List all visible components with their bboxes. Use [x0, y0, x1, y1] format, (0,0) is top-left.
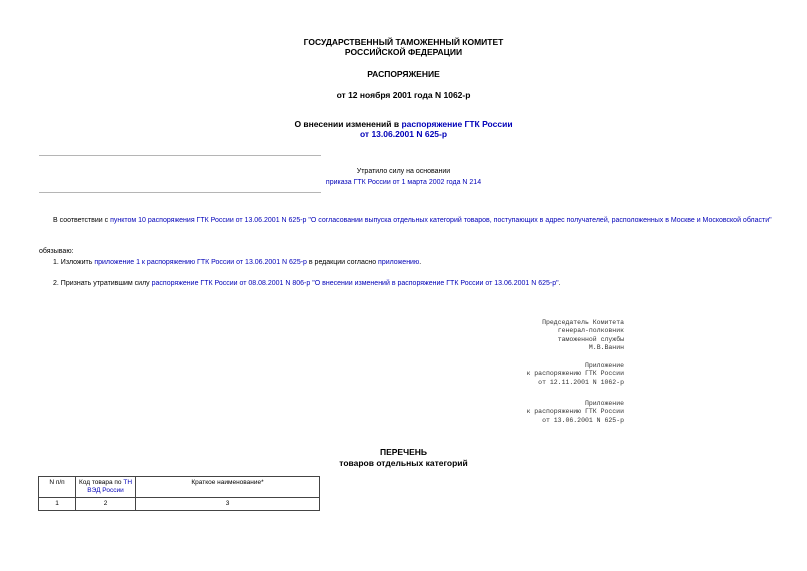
- issuer-line-1: ГОСУДАРСТВЕННЫЙ ТАМОЖЕННЫЙ КОМИТЕТ: [303, 37, 504, 47]
- appendix-1-line-1: Приложение: [584, 362, 624, 369]
- signature-line-3: таможенной службы: [557, 335, 624, 343]
- preamble-link[interactable]: пунктом 10 распоряжения ГТК России от 13.06.2001 N 625-р "О согласовании выпуска отдельных категорий товаров, поступающих в адрес получателей, расположенных в Москве и Московской области": [110, 217, 772, 224]
- item-2-link[interactable]: распоряжение ГТК России от 08.08.2001 N 806-р "О внесении изменений в распоряжение ГТК России от 13.06.2001 N 625-р": [151, 280, 559, 287]
- list-title: ПЕРЕЧЕНЬ: [379, 447, 427, 457]
- table-cell: 2: [76, 498, 136, 511]
- preamble-prefix: В соответствии с: [53, 217, 111, 224]
- header-code: [76, 477, 136, 498]
- item-1: [53, 258, 773, 269]
- divider-bottom: [39, 192, 321, 193]
- document-type: РАСПОРЯЖЕНИЕ: [367, 69, 440, 79]
- appendix-2-block: [526, 400, 624, 425]
- title-link-order[interactable]: распоряжение ГТК России: [401, 119, 513, 129]
- appendix-1-line-2: к распоряжению ГТК России: [526, 370, 624, 378]
- document-title-line-2: [0, 129, 807, 139]
- header-number: N п/п: [39, 477, 76, 498]
- item-1-mid: в редакции согласно: [306, 259, 379, 266]
- item-1-prefix: 1. Изложить: [53, 259, 95, 266]
- preamble-paragraph: [39, 216, 774, 227]
- table-cell: 1: [39, 498, 76, 511]
- title-prefix: О внесении изменений в: [294, 119, 402, 129]
- appendix-2-line-3: от 13.06.2001 N 625-р: [542, 416, 624, 424]
- appendix-2-line-2: к распоряжению ГТК России: [526, 408, 624, 416]
- signature-block: [542, 319, 624, 352]
- header-code-link[interactable]: ТН ВЭД России: [87, 479, 133, 494]
- signature-line-2: генерал-полковник: [557, 327, 624, 335]
- signature-line-4: М.В.Ванин: [588, 343, 624, 351]
- status-link-line: [0, 178, 807, 187]
- item-1-link-appendix[interactable]: приложение 1 к распоряжению ГТК России от 13.06.2001 N 625-р: [94, 259, 307, 266]
- item-1-suffix: .: [419, 259, 422, 266]
- title-link-date[interactable]: от 13.06.2001 N 625-р: [359, 129, 448, 139]
- item-2-prefix: 2. Признать утратившим силу: [53, 280, 152, 287]
- table-row: [39, 498, 320, 511]
- header-code-prefix: Код товара по: [78, 479, 124, 486]
- item-1-link-annex[interactable]: приложению: [378, 259, 420, 266]
- appendix-2-line-1: Приложение: [584, 400, 624, 407]
- header-name: Краткое наименование*: [136, 477, 320, 498]
- appendix-1-block: [526, 362, 624, 387]
- item-2: [53, 279, 773, 290]
- table-cell: 3: [136, 498, 320, 511]
- appendix-1-line-3: от 12.11.2001 N 1062-р: [538, 378, 624, 386]
- divider-top: [39, 155, 321, 156]
- obligates-text: обязываю:: [39, 248, 74, 255]
- goods-table: [38, 476, 320, 511]
- document-title: [0, 119, 807, 129]
- document-date: от 12 ноября 2001 года N 1062-р: [336, 90, 471, 100]
- item-2-suffix: .: [558, 280, 561, 287]
- status-text: Утратило силу на основании: [356, 168, 451, 175]
- list-subtitle: товаров отдельных категорий: [339, 458, 468, 468]
- issuer-line-2: РОССИЙСКОЙ ФЕДЕРАЦИИ: [344, 47, 463, 57]
- signature-line-1: Председатель Комитета: [542, 319, 624, 326]
- status-link[interactable]: приказа ГТК России от 1 марта 2002 года N 214: [325, 179, 482, 186]
- table-header-row: [39, 477, 320, 498]
